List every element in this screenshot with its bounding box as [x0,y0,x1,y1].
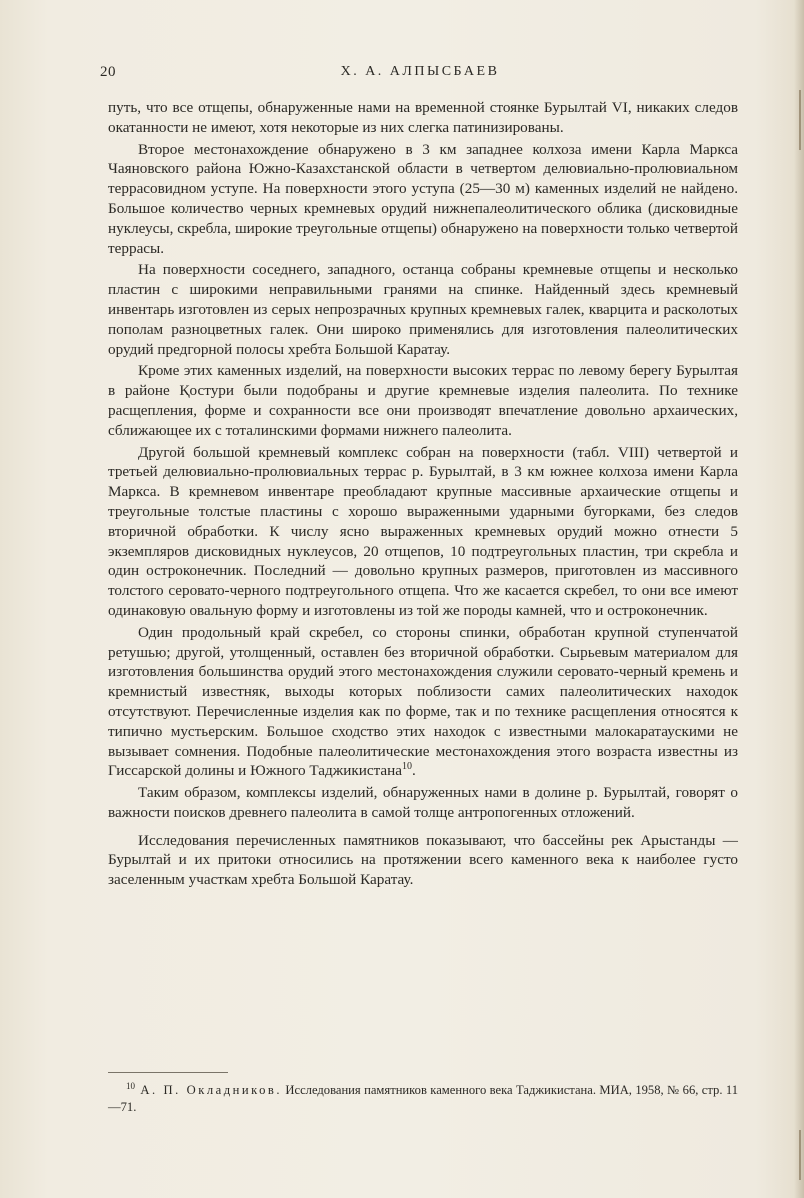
body-text [108,98,738,892]
page-header [100,64,740,86]
running-head: Х. А. АЛПЫСБАЕВ [340,64,500,79]
page-edge-shadow [794,0,804,1198]
paragraph: На поверхности соседнего, западного, останца собраны кремневые отщепы и несколько пластин с широкими неправильными гранями на спинке. Найденный здесь кремневый инвентарь изготовлен из серых непрозрачных крупных кремневых галек, кварцита и расколотых пополам разноцветных галек. Они широко применялись для изготовления палеолитических орудий предгорной полосы хребта Большой Каратау. [108,261,738,358]
paragraph: Кроме этих каменных изделий, на поверхности высоких террас по левому берегу Бурылтая в районе Қостури были подобраны и другие кремневые изделия палеолита. По технике расщепления, форме и сохранности все они производят впечатление довольно архаических, сближающее их с тоталинскими формами нижнего палеолита. [108,362,738,439]
footnote-text: Исследования памятников каменного века Таджикистана. МИА, 1958, № 66, стр. 11—71. [108,1083,738,1114]
edge-mark [799,1130,801,1180]
edge-mark [799,90,801,150]
page-number: 20 [100,64,116,80]
paragraph-with-footnote: Один продольный край скребел, со стороны спинки, обработан крупной ступенчатой ретушью; другой, утолщенный, оставлен без вторичной обработки. Сырьевым материалом для изготовления большинства орудий этого местонахождения служили серовато-черный кремень и кремнистый известняк, выходы которых поблизости самих палеолитических находок отсутствуют. Перечисленные изделия как по форме, так и по технике расщепления относятся к типично мустьерским. Большое сходство этих находок с известными малокаратаускими не вызывает сомнения. Подобные палеолитические местонахождения этого возраста известны из Гиссарской долины и Южного Таджикистана$^{10}$. [108,623,738,780]
paragraph: Второе местонахождение обнаружено в 3 км западнее колхоза имени Карла Маркса Чаяновского района Южно-Казахстанской области в четвертом делювиально-пролювиальном террасовидном уступе. На поверхности этого уступа (25—30 м) каменных изделий не найдено. Большое количество черных кремневых орудий нижнепалеолитического облика (дисковидные нуклеусы, скребла, широкие треугольные отщепы) обнаружено на поверхности только четвертой террасы. [108,140,738,257]
paragraph-text: Один продольный край скребел, со стороны спинки, обработан крупной ступенчатой ретушью; другой, утолщенный, оставлен без вторичной обработки. Сырьевым материалом для изготовления большинства орудий этого местонахождения служили серовато-черный кремень и кремнистый известняк, выходы которых поблизости самих палеолитических находок отсутствуют. Перечисленные изделия как по форме, так и по технике расщепления относятся к типично мустьерским. Большое сходство этих находок с известными малокаратаускими не вызывает сомнения. Подобные палеолитические местонахождения этого возраста известны из Гиссарской долины и Южного Таджикистана [108,623,738,780]
paragraph: Исследования перечисленных памятников показывают, что бассейны рек Арыстанды — Бурылтай и их притоки относились на протяжении всего каменного века к наиболее густо заселенным участкам хребта Большой Каратау. [108,831,738,889]
footnote-reference[interactable]: 10 [402,761,412,773]
paragraph: путь, что все отщепы, обнаруженные нами на временной стоянке Бурылтай VI, никаких следов окатанности не имеют, хотя некоторые из них слегка патинизированы. [108,99,738,136]
paragraph: Таким образом, комплексы изделий, обнаруженных нами в долине р. Бурылтай, говорят о важности поисков древнего палеолита в самой толще антропогенных отложений. [108,784,738,821]
footnote-author: А. П. Окладников. [140,1083,282,1097]
paragraph: Другой большой кремневый комплекс собран на поверхности (табл. VIII) четвертой и третьей делювиально-пролювиальных террас р. Бурылтай, в 3 км южнее колхоза имени Карла Маркса. В кремневом инвентаре преобладают крупные массивные архаические отщепы и треугольные толстые пластины с хорошо выраженными ударными бугорками, без следов вторичной обработки. К числу ясно выраженных кремневых орудий можно отнести 5 экземпляров дисковидных нуклеусов, 20 отщепов, 10 подтреугольных пластин, три скребла и один остроконечник. Последний — довольно крупных размеров, приготовлен из массивного толстого серовато-черного подтреугольного отщепа. Что же касается скребел, то они все имеют одинаковую овальную форму и изготовлены из той же породы камней, что и остроконечник. [108,443,738,619]
footnote-mark: 10 [126,1080,135,1091]
footnote [108,1082,738,1116]
footnote-divider [108,1072,228,1073]
